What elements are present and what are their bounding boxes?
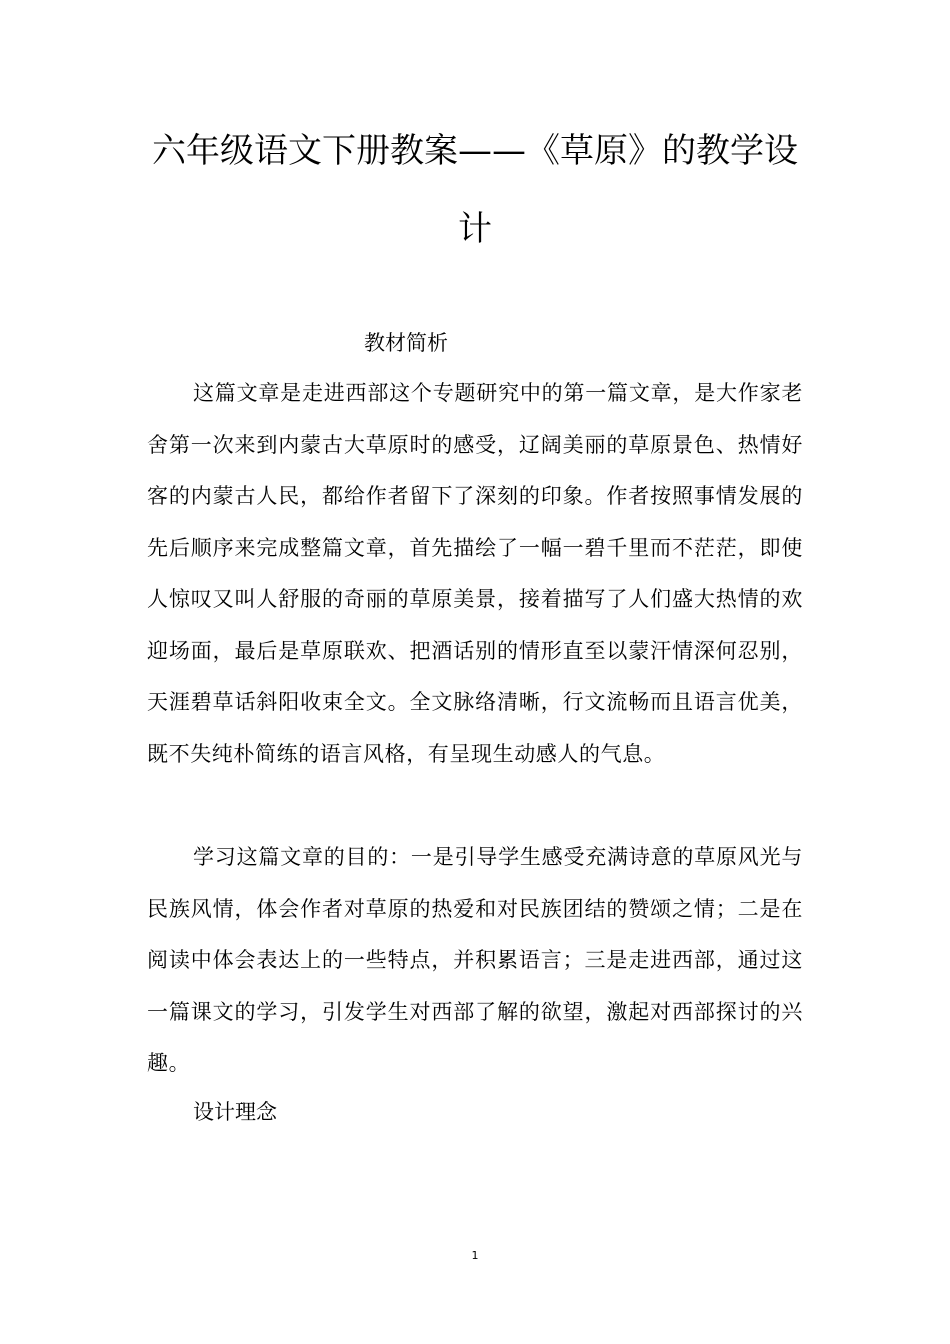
section-heading-design-concept: 设计理念 <box>193 1100 277 1124</box>
body-paragraph: 学习这篇文章的目的：一是引导学生感受充满诗意的草原风光与民族风情，体会作者对草原的热爱和对民族团结的赞颂之情；二是在阅读中体会表达上的一些特点，并积累语言；三是走进西部，通过这一篇课文的学习，引发学生对西部了解的欲望，激起对西部探讨的兴趣。 <box>147 845 803 1075</box>
document-title: 六年级语文下册教案——《草原》的教学设计 <box>152 131 798 249</box>
section-heading-analysis: 教材简析 <box>364 331 448 355</box>
body-paragraph: 这篇文章是走进西部这个专题研究中的第一篇文章，是大作家老舍第一次来到内蒙古大草原时的感受，辽阔美丽的草原景色、热情好客的内蒙古人民，都给作者留下了深刻的印象。作者按照事情发展的先后顺序来完成整篇文章，首先描绘了一幅一碧千里而不茫茫，即使人惊叹又叫人舒服的奇丽的草原美景，接着描写了人们盛大热情的欢迎场面，最后是草原联欢、把酒话别的情形直至以蒙汗情深何忍别，天涯碧草话斜阳收束全文。全文脉络清晰，行文流畅而且语言优美，既不失纯朴简练的语言风格，有呈现生动感人的气息。 <box>147 381 803 766</box>
page-number: 1 <box>471 1249 479 1262</box>
